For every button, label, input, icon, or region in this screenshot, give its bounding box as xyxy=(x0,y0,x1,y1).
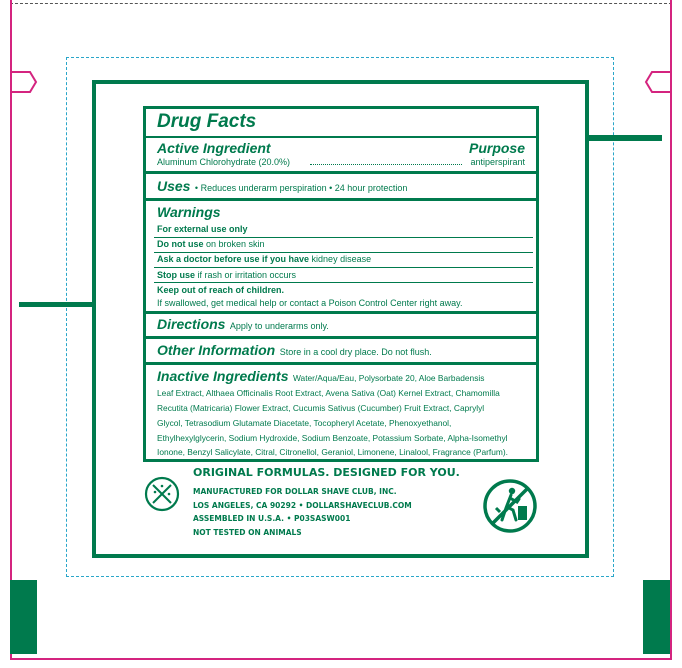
drug-facts-title: Drug Facts xyxy=(157,111,257,132)
assembly-line: ASSEMBLED IN U.S.A. • P03SASW001 xyxy=(193,514,351,523)
corner-block-right xyxy=(643,580,670,654)
trim-line-bottom xyxy=(10,658,672,660)
inactive-line: Glycol, Tetrasodium Glutamate Diacetate, Tocopheryl Acetate, Phenoxyethanol, xyxy=(157,418,452,428)
divider xyxy=(154,237,533,238)
directions-text: Apply to underarms only. xyxy=(229,321,329,331)
divider xyxy=(154,282,533,283)
notch-right-icon xyxy=(644,70,674,96)
inactive-line: Recutita (Matricaria) Flower Extract, Cucumis Sativus (Cucumber) Fruit Extract, Caprylyl xyxy=(157,403,485,413)
no-litter-icon xyxy=(482,478,538,534)
purpose-text: antiperspirant xyxy=(470,157,525,167)
manufacturer-block xyxy=(193,485,412,539)
warning-external: For external use only xyxy=(157,224,248,234)
uses-heading: Uses xyxy=(157,178,191,194)
tagline: ORIGINAL FORMULAS. DESIGNED FOR YOU. xyxy=(193,466,460,479)
animal-testing-line: NOT TESTED ON ANIMALS xyxy=(193,527,302,537)
uses-section xyxy=(157,178,407,196)
drug-facts-panel xyxy=(143,106,539,462)
manufacturer-line: MANUFACTURED FOR DOLLAR SHAVE CLUB, INC. xyxy=(193,487,397,496)
directions-heading: Directions xyxy=(157,316,226,332)
other-info-section xyxy=(157,342,432,360)
divider xyxy=(146,336,536,339)
divider xyxy=(146,136,536,138)
dieline-top xyxy=(10,3,672,4)
divider xyxy=(146,198,536,201)
divider xyxy=(146,362,536,365)
corner-block-left xyxy=(10,580,37,654)
active-ingredient-heading: Active Ingredient xyxy=(157,140,271,156)
warning-keep-out: Keep out of reach of children. xyxy=(157,285,285,295)
other-info-text: Store in a cool dry place. Do not flush. xyxy=(279,347,432,357)
warnings-heading: Warnings xyxy=(157,204,221,220)
inactive-first-line xyxy=(157,368,484,386)
dot-leader xyxy=(310,164,462,165)
inactive-line: Ionone, Benzyl Salicylate, Citral, Citronellol, Geraniol, Limonene, Linalool, Fragrance (Parfum). xyxy=(157,447,508,457)
directions-section xyxy=(157,316,329,334)
other-info-heading: Other Information xyxy=(157,342,276,358)
divider xyxy=(146,171,536,174)
divider xyxy=(146,311,536,314)
warning-do-not-use: Do not use on broken skin xyxy=(157,239,265,249)
inactive-line: Ethylhexylglycerin, Sodium Hydroxide, Sodium Benzoate, Potassium Sorbate, Alpha-Isomethyl xyxy=(157,433,508,443)
notch-left-icon xyxy=(8,70,38,96)
warning-swallowed: If swallowed, get medical help or contact a Poison Control Center right away. xyxy=(157,298,463,308)
tab-bar-left xyxy=(19,302,95,307)
active-ingredient: Aluminum Chlorohydrate (20.0%) xyxy=(157,157,291,167)
address-line: LOS ANGELES, CA 90292 • DOLLARSHAVECLUB.COM xyxy=(193,500,412,510)
inactive-heading: Inactive Ingredients xyxy=(157,368,289,384)
inactive-line: Water/Aqua/Eau, Polysorbate 20, Aloe Barbadensis xyxy=(292,373,485,383)
trim-line-right xyxy=(670,0,672,658)
inactive-line: Leaf Extract, Althaea Officinalis Root Extract, Avena Sativa (Oat) Kernel Extract, Chamomilla xyxy=(157,388,500,398)
warning-ask-doctor: Ask a doctor before use if you have kidney disease xyxy=(157,254,372,264)
tab-bar-right xyxy=(588,135,662,141)
warning-stop-use: Stop use if rash or irritation occurs xyxy=(157,270,297,280)
divider xyxy=(154,252,533,253)
divider xyxy=(154,267,533,268)
uses-text: • Reduces underarm perspiration • 24 hour protection xyxy=(194,183,408,193)
purpose-heading: Purpose xyxy=(468,140,525,156)
dsc-logo-icon xyxy=(144,476,180,512)
trim-line-left xyxy=(10,0,12,658)
